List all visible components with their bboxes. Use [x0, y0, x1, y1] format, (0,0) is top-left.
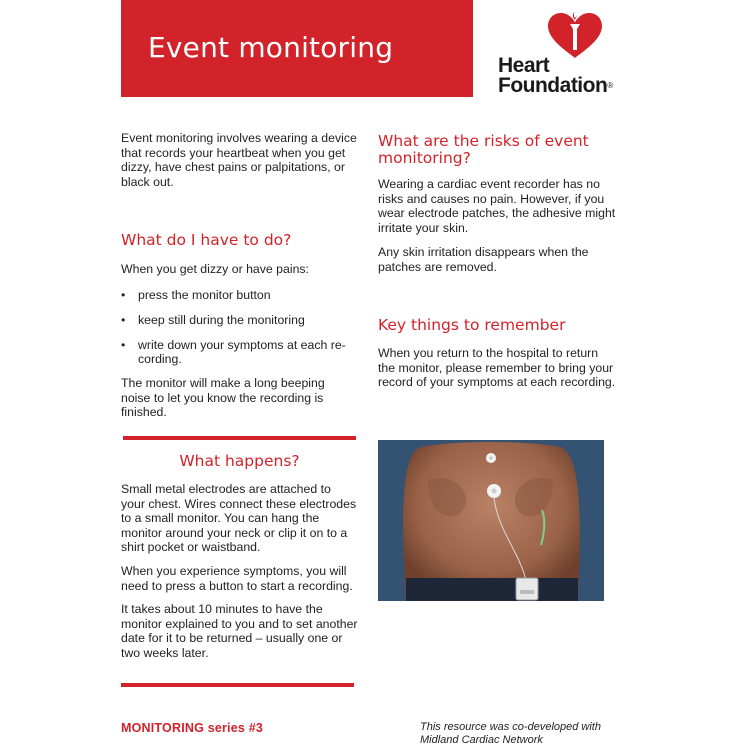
- bullet-icon: •: [121, 337, 126, 352]
- logo-line-heart: Heart: [498, 54, 550, 77]
- risks-section: [378, 133, 618, 275]
- heart-torch-icon: [546, 10, 604, 60]
- credit-line-1: This resource was co-developed with: [420, 721, 601, 733]
- title-banner: [121, 0, 473, 97]
- list-item: • write down your symptoms at each re-cording.: [121, 337, 346, 367]
- risks-paragraph-1: Wearing a cardiac event recorder has no risks and causes no pain. However, if you wear electrode patches, the adhesive might irritate your skin.: [378, 177, 616, 235]
- happens-heading: What happens?: [179, 452, 300, 470]
- heart-foundation-logo: [498, 10, 628, 100]
- todo-heading: What do I have to do?: [121, 231, 292, 249]
- remember-text: When you return to the hospital to return the monitor, please remember to bring your record of your symptoms at each recording.: [378, 346, 616, 390]
- todo-closing: The monitor will make a long beeping noise to let you know the recording is finished.: [121, 375, 325, 420]
- happens-paragraph-1: Small metal electrodes are attached to your chest. Wires connect these electrodes to a small monitor. You can hang the monitor around your neck or clip it on to a shirt pocket or waistband.: [121, 482, 357, 555]
- remember-section: [378, 317, 618, 390]
- patient-chest-photo: [378, 440, 604, 601]
- credit-note: [420, 721, 601, 746]
- list-item: • keep still during the monitoring: [121, 313, 305, 328]
- happens-paragraph-2: When you experience symptoms, you will need to press a button to start a recording.: [121, 563, 353, 593]
- risks-paragraph-2: Any skin irritation disappears when the patches are removed.: [378, 245, 589, 274]
- risks-heading: What are the risks of event monitoring?: [378, 132, 589, 167]
- happens-section: [121, 453, 358, 661]
- remember-heading: Key things to remember: [378, 316, 566, 334]
- todo-bullet-list: [121, 288, 356, 367]
- logo-wordmark: [498, 56, 628, 96]
- happens-paragraph-3: It takes about 10 minutes to have the monitor explained to you and to set another date for it to be returned – usually one or two weeks later.: [121, 602, 358, 660]
- page-title: Event monitoring: [148, 31, 394, 64]
- logo-line-foundation: Foundation®: [498, 74, 613, 97]
- list-item: • press the monitor button: [121, 287, 271, 302]
- intro-section: [121, 131, 358, 189]
- credit-line-2: Midland Cardiac Network: [420, 733, 543, 746]
- chest-illustration: [378, 440, 604, 601]
- todo-lead: When you get dizzy or have pains:: [121, 262, 309, 276]
- registered-mark: ®: [607, 81, 613, 90]
- intro-text: Event monitoring involves wearing a device that records your heartbeat when you get dizzy, have chest pains or palpitations, or black out.: [121, 131, 357, 189]
- series-label: MONITORING series #3: [121, 721, 264, 735]
- section-divider-bottom: [121, 683, 354, 687]
- section-divider-top: [123, 436, 356, 440]
- bullet-icon: •: [121, 287, 126, 302]
- todo-section: [121, 232, 356, 420]
- bullet-icon: •: [121, 313, 126, 328]
